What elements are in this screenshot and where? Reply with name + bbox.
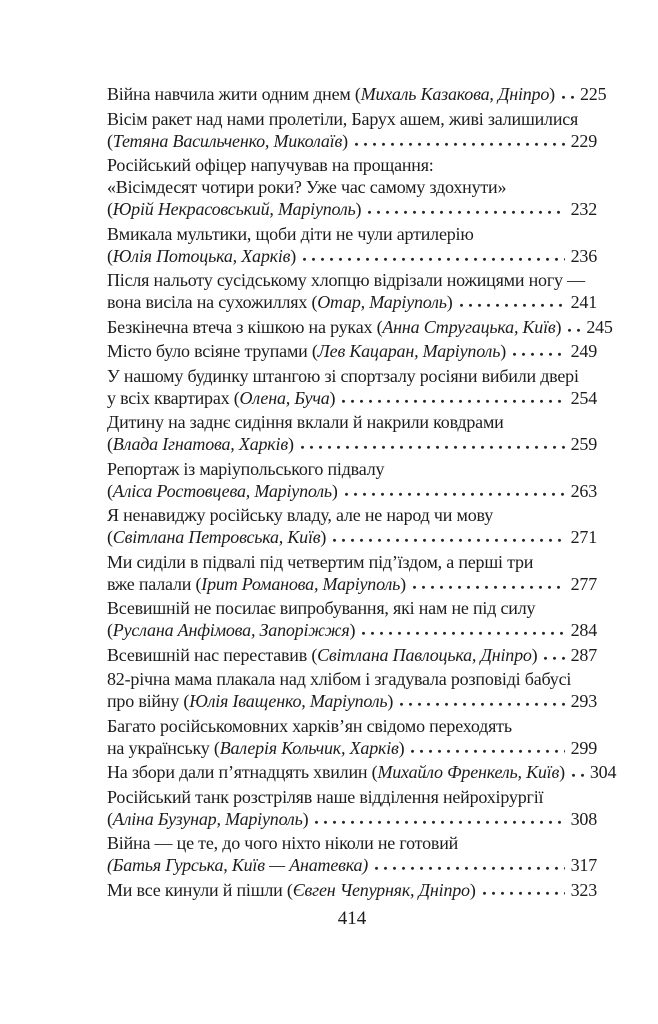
toc-line	[107, 108, 597, 130]
page-number: 236	[570, 245, 597, 266]
title-text: Я ненавиджу російську владу, але не народ чи мову	[107, 505, 493, 525]
toc-line	[107, 245, 597, 267]
title-text: Репортаж із маріупольського підвалу	[107, 458, 385, 479]
toc-line	[107, 130, 597, 152]
toc-line-text	[107, 340, 506, 362]
page-number: 271	[570, 527, 597, 547]
toc-entry	[107, 269, 597, 313]
toc-line	[107, 715, 597, 737]
title-text: Багато російськомовних харків’ян свідомо переходять	[107, 715, 512, 736]
toc-line	[107, 176, 597, 198]
toc-line	[107, 223, 597, 245]
title-text: У нашому будинку штангою зі спортзалу росіяни вибили двері	[107, 365, 579, 386]
toc-line-text	[107, 176, 506, 198]
author-location: Юлія Іващенко, Маріуполь	[189, 691, 388, 711]
page-number: 225	[579, 84, 607, 104]
toc-line	[107, 619, 597, 641]
dot-leader	[411, 749, 564, 754]
toc-line-text	[107, 668, 571, 690]
toc-line-text	[107, 619, 355, 641]
toc-line	[107, 832, 597, 854]
dot-leader	[568, 328, 580, 333]
author-location: Юлія Потоцька, Харків	[112, 245, 291, 266]
toc-line	[107, 573, 597, 595]
toc-line-text	[107, 83, 555, 105]
title-text: )	[290, 245, 297, 266]
title-text: Російський офіцер напучував на прощання:	[107, 155, 434, 175]
title-text: на українську (	[107, 737, 220, 758]
toc-entry	[107, 316, 613, 338]
toc-line-text	[107, 551, 533, 573]
toc-line-text	[107, 597, 535, 619]
toc-entry	[107, 551, 597, 595]
toc-line-text	[107, 365, 579, 387]
toc-line	[107, 198, 597, 220]
title-text: )	[559, 762, 565, 782]
toc-line-text	[107, 690, 393, 712]
page-number: 232	[570, 199, 597, 219]
dot-leader	[513, 352, 565, 357]
toc-line	[107, 668, 597, 690]
toc-line-text	[107, 108, 578, 130]
toc-line	[107, 365, 597, 387]
author-location: Тетяна Васильченко, Миколаїв	[112, 130, 343, 151]
toc-line-text	[107, 387, 335, 409]
page-number: 293	[570, 691, 597, 711]
page-number: 254	[570, 387, 597, 408]
toc-line-text	[107, 644, 537, 666]
title-text: )	[342, 130, 348, 151]
author-location: (Батья Гурська, Київ — Анатевка)	[107, 855, 369, 875]
title-text: Війна — це те, до чого ніхто ніколи не готовий	[107, 833, 459, 853]
toc-entry	[107, 411, 597, 455]
page-number: 323	[570, 879, 597, 900]
author-location: Лев Кацаран, Маріуполь	[317, 341, 501, 361]
page-number: 245	[586, 316, 613, 337]
toc-line	[107, 458, 597, 480]
page-number: 287	[570, 644, 597, 665]
toc-line-text	[107, 154, 434, 176]
title-text: про війну (	[107, 691, 190, 711]
toc-line-text	[107, 504, 493, 526]
toc-line-text	[107, 411, 504, 433]
page-number: 263	[570, 480, 597, 501]
toc-line	[107, 433, 597, 455]
toc-line-text	[107, 832, 458, 854]
folio-page-number: 414	[337, 907, 367, 929]
toc-line-text	[107, 526, 326, 548]
toc-line-text	[107, 786, 543, 808]
dot-leader	[368, 210, 564, 215]
toc-entry	[107, 879, 597, 901]
title-text: )	[302, 808, 309, 829]
toc-entry	[107, 715, 597, 759]
title-text: Вісім ракет над нами пролетіли, Барух ашем, живі залишилися	[107, 108, 579, 129]
page-number: 241	[570, 292, 597, 312]
title-text: Ми все кинули й пішли (	[107, 879, 293, 900]
dot-leader	[315, 820, 564, 825]
toc-line-text	[107, 245, 296, 267]
toc-line-text	[107, 879, 476, 901]
toc-list	[107, 83, 617, 901]
dot-leader	[460, 303, 565, 308]
toc-line	[107, 808, 597, 830]
title-text: (	[107, 199, 113, 219]
toc-line	[107, 154, 597, 176]
title-text: )	[531, 644, 538, 665]
toc-entry	[107, 668, 597, 712]
title-text: На збори дали п’ятнадцять хвилин (	[107, 762, 378, 782]
title-text: )	[329, 387, 336, 408]
title-text: Всевишній не посилає випробування, які нам не під силу	[107, 598, 536, 618]
title-text: (	[107, 527, 113, 547]
title-text: )	[331, 480, 338, 501]
toc-entry	[107, 644, 597, 666]
title-text: (	[107, 130, 113, 151]
author-location: Отар, Маріуполь	[317, 292, 447, 312]
author-location: Юрій Некрасовський, Маріуполь	[112, 199, 356, 219]
toc-line	[107, 269, 597, 291]
toc-line-text	[107, 198, 361, 220]
author-location: Олена, Буча	[239, 387, 330, 408]
title-text: Ми сиділи в підвалі під четвертим під’їздом, а перші три	[107, 551, 534, 572]
title-text: )	[355, 199, 362, 219]
toc-line-text	[107, 480, 338, 502]
toc-line	[107, 526, 597, 548]
toc-line-text	[107, 223, 474, 245]
toc-line	[107, 690, 597, 712]
toc-entry	[107, 83, 607, 105]
title-text: )	[446, 292, 453, 312]
author-location: Анна Стругацька, Київ	[382, 316, 556, 337]
title-text: у всіх квартирах (	[107, 387, 240, 408]
toc-line-text	[107, 269, 585, 291]
dot-leader	[301, 445, 565, 450]
toc-entry	[107, 761, 617, 783]
title-text: вже палали (	[107, 573, 202, 594]
toc-line	[107, 411, 597, 433]
page-number: 259	[570, 434, 597, 454]
toc-line	[107, 737, 597, 759]
title-text: (	[107, 245, 113, 266]
author-location: Аліна Бузунар, Маріуполь	[112, 808, 303, 829]
toc-line	[107, 597, 597, 619]
title-text: Війна навчила жити одним днем (	[107, 84, 361, 104]
toc-line-text	[107, 715, 512, 737]
dot-leader	[355, 142, 565, 147]
toc-entry	[107, 223, 597, 267]
page-number: 249	[570, 341, 597, 361]
title-text: (	[107, 434, 113, 454]
page-number: 308	[570, 808, 597, 829]
dot-leader	[400, 702, 564, 707]
author-location: Ірит Романова, Маріуполь	[201, 573, 401, 594]
author-location: Руслана Анфімова, Запоріжжя	[112, 620, 350, 640]
title-text: Дитину на заднє сидіння вклали й накрили ковдрами	[107, 412, 504, 432]
toc-line	[107, 551, 597, 573]
title-text: Російський танк розстріляв наше відділення нейрохірургії	[107, 786, 544, 807]
dot-leader	[483, 891, 565, 896]
toc-line-text	[107, 316, 561, 338]
title-text: )	[320, 527, 327, 547]
toc-line	[107, 387, 597, 409]
title-text: вона висіла на сухожиллях (	[107, 292, 318, 312]
toc-entry	[107, 365, 597, 409]
title-text: )	[469, 879, 476, 900]
toc-line-text	[107, 737, 404, 759]
toc-entry	[107, 458, 597, 502]
page-number: 284	[570, 620, 597, 640]
toc-line	[107, 854, 597, 876]
title-text: (	[107, 480, 113, 501]
toc-line-text	[107, 854, 368, 876]
title-text: Безкінечна втеча з кішкою на руках (	[107, 316, 383, 337]
toc-line-text	[107, 573, 406, 595]
toc-entry	[107, 786, 597, 830]
toc-line	[107, 786, 597, 808]
dot-leader	[375, 866, 564, 871]
dot-leader	[342, 399, 564, 404]
title-text: Після нальоту сусідському хлопцю відрізали ножицями ногу —	[107, 270, 585, 290]
title-text: Всевишній нас переставив (	[107, 644, 318, 665]
toc-entry	[107, 154, 597, 220]
author-location: Михаль Казакова, Дніпро	[360, 84, 550, 104]
page-number: 229	[570, 130, 597, 151]
dot-leader	[303, 257, 565, 262]
page-number: 277	[570, 573, 597, 594]
title-text: 82-річна мама плакала над хлібом і згадувала розповіді бабусі	[107, 669, 572, 689]
author-location: Михайло Френкель, Київ	[377, 762, 560, 782]
toc-line	[107, 761, 617, 783]
toc-line	[107, 83, 607, 105]
author-location: Аліса Ростовцева, Маріуполь	[112, 480, 332, 501]
toc-line	[107, 644, 597, 666]
page-number: 317	[570, 855, 597, 875]
toc-line	[107, 291, 597, 313]
title-text: «Вісімдесят чотири роки? Уже час самому здохнути»	[107, 177, 507, 197]
author-location: Євген Чепурняк, Дніпро	[292, 879, 470, 900]
title-text: )	[287, 434, 294, 454]
title-text: Вмикала мультики, щоби діти не чули артилерію	[107, 223, 474, 244]
page-number: 304	[589, 762, 617, 782]
dot-leader	[572, 773, 584, 778]
toc-line	[107, 504, 597, 526]
title-text: (	[107, 808, 113, 829]
toc-line-text	[107, 291, 453, 313]
toc-line-text	[107, 130, 348, 152]
dot-leader	[562, 95, 574, 100]
title-text: )	[387, 691, 394, 711]
toc-entry	[107, 108, 597, 152]
toc-line-text	[107, 433, 294, 455]
author-location: Валерія Кольчик, Харків	[219, 737, 399, 758]
author-location: Світлана Павлоцька, Дніпро	[317, 644, 532, 665]
dot-leader	[362, 631, 564, 636]
toc-entry	[107, 832, 597, 876]
toc-line	[107, 340, 597, 362]
dot-leader	[345, 492, 565, 497]
title-text: )	[398, 737, 405, 758]
title-text: )	[349, 620, 356, 640]
title-text: )	[549, 84, 555, 104]
toc-line-text	[107, 808, 308, 830]
toc-entry	[107, 597, 597, 641]
toc-line	[107, 316, 613, 338]
toc-line	[107, 879, 597, 901]
toc-entry	[107, 340, 597, 362]
title-text: )	[555, 316, 562, 337]
dot-leader	[544, 656, 564, 661]
author-location: Світлана Петровська, Київ	[112, 527, 321, 547]
toc-line	[107, 480, 597, 502]
toc-entry	[107, 504, 597, 548]
author-location: Влада Ігнатова, Харків	[112, 434, 288, 454]
toc-line-text	[107, 761, 565, 783]
title-text: Місто було всіяне трупами (	[107, 341, 318, 361]
dot-leader	[333, 538, 564, 543]
toc-line-text	[107, 458, 384, 480]
title-text: )	[500, 341, 506, 361]
dot-leader	[413, 585, 565, 590]
title-text: )	[400, 573, 406, 594]
page-number: 299	[570, 737, 597, 758]
title-text: (	[107, 620, 113, 640]
